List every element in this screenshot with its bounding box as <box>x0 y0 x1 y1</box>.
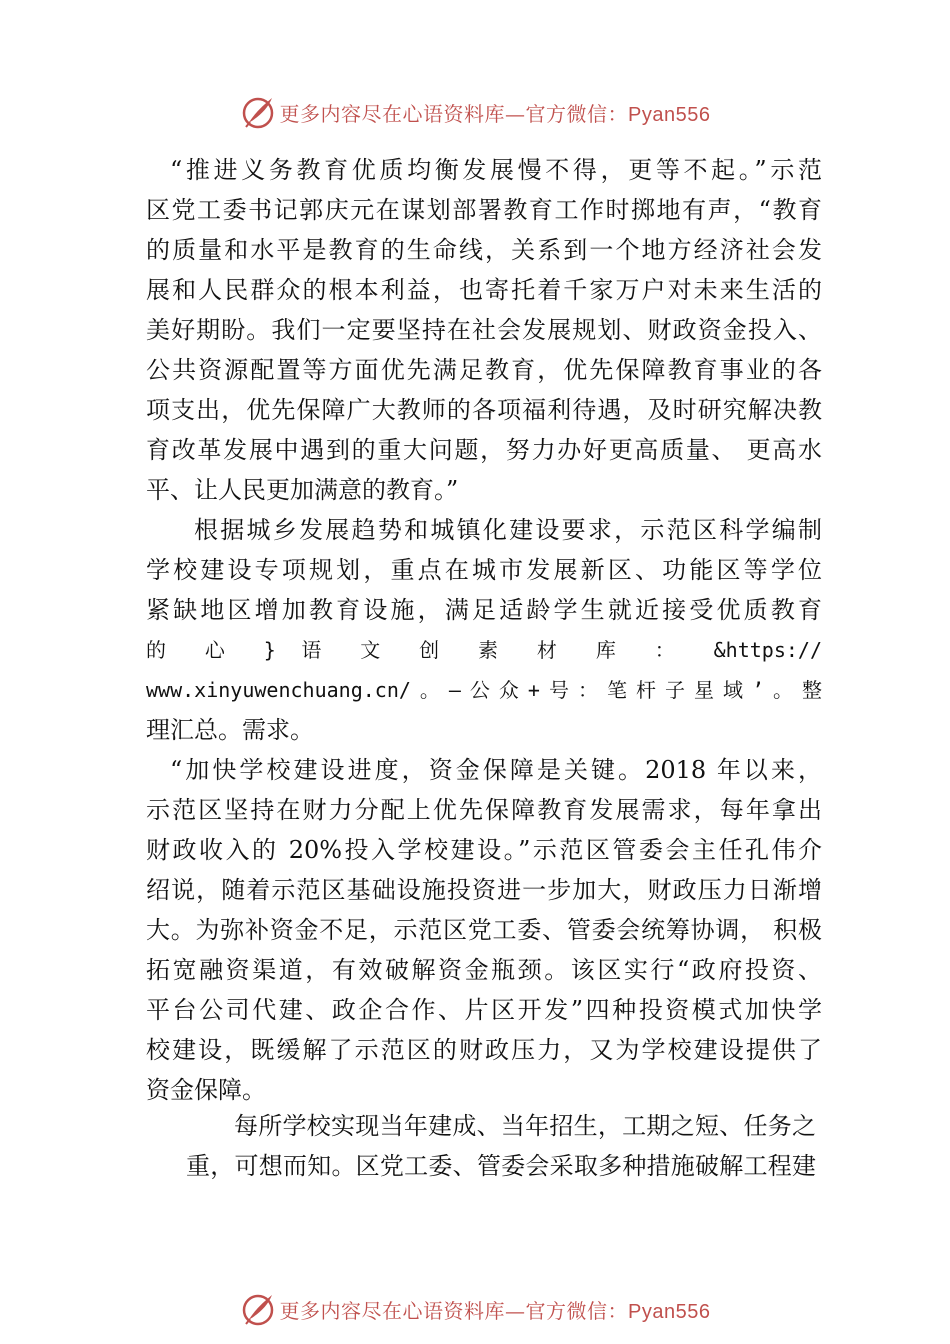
text-line: 校建设，既缓解了示范区的财政压力，又为学校建设提供了 <box>146 1036 822 1064</box>
text-line: 根据城乡发展趋势和城镇化建设要求，示范区科学编制 <box>194 516 822 544</box>
text-line: 平台公司代建、政企合作、片区开发”四种投资模式加快学 <box>146 996 822 1024</box>
text-line-source-url: www.xinyuwenchuang.cn/。—公众+号：笔杆子星域’。整 <box>146 678 822 702</box>
banner-text-wechat-id: Pyan556 <box>628 1300 711 1323</box>
text-line: 美好期盼。我们一定要坚持在社会发展规划、财政资金投入、 <box>146 316 822 344</box>
quill-logo-icon <box>240 1291 276 1327</box>
text-line: 项支出，优先保障广大教师的各项福利待遇，及时研究解决教 <box>146 396 822 424</box>
text-line: 学校建设专项规划，重点在城市发展新区、功能区等学位 <box>146 556 822 584</box>
text-line: 平、让人民更加满意的教育。” <box>146 476 459 504</box>
text-line: 绍说，随着示范区基础设施投资进一步加大，财政压力日渐增 <box>146 876 822 904</box>
text-line: 公共资源配置等方面优先满足教育，优先保障教育事业的各 <box>146 356 822 384</box>
text-line: 重，可想而知。区党工委、管委会采取多种措施破解工程建 <box>186 1152 816 1180</box>
text-line-source-note: 的 心 } 语 文 创 素 材 库 ： &https:// <box>146 638 822 662</box>
banner-text-wechat-id: Pyan556 <box>628 103 711 126</box>
text-line: 每所学校实现当年建成、当年招生，工期之短、任务之 <box>234 1112 816 1140</box>
text-line: 理汇总。需求。 <box>146 716 314 744</box>
paragraph-1 <box>146 150 822 510</box>
text-line: 大。为弥补资金不足，示范区党工委、管委会统筹协调， 积极 <box>146 916 822 944</box>
banner-text-cn: 更多内容尽在心语资料库—官方微信： <box>279 1298 629 1323</box>
text-line: 展和人民群众的根本利益，也寄托着千家万户对未来生活的 <box>146 276 822 304</box>
text-line: 财政收入的 20%投入学校建设。”示范区管委会主任孔伟介 <box>146 836 822 864</box>
banner-text-cn: 更多内容尽在心语资料库—官方微信： <box>279 101 629 126</box>
paragraph-2 <box>146 510 822 750</box>
header-banner <box>0 92 950 132</box>
paragraph-4 <box>186 1106 816 1186</box>
text-line: 拓宽融资渠道，有效破解资金瓶颈。该区实行“政府投资、 <box>146 956 822 984</box>
banner-text <box>280 98 711 127</box>
paragraph-3 <box>146 750 822 1110</box>
text-line: 资金保障。 <box>146 1076 266 1104</box>
text-line: 区党工委书记郭庆元在谋划部署教育工作时掷地有声，“教育 <box>146 196 822 224</box>
text-line: 育改革发展中遇到的重大问题，努力办好更高质量、 更高水 <box>146 436 822 464</box>
text-line: “加快学校建设进度，资金保障是关键。2018 年以来， <box>170 756 822 784</box>
article-body <box>146 150 822 1110</box>
banner-text <box>280 1295 711 1324</box>
text-line: 的质量和水平是教育的生命线，关系到一个地方经济社会发 <box>146 236 822 264</box>
quill-logo-icon <box>240 94 276 130</box>
footer-banner <box>0 1289 950 1329</box>
text-line: 紧缺地区增加教育设施，满足适龄学生就近接受优质教育 <box>146 596 822 624</box>
text-line: 示范区坚持在财力分配上优先保障教育发展需求，每年拿出 <box>146 796 822 824</box>
text-line: “推进义务教育优质均衡发展慢不得，更等不起。”示范 <box>170 156 822 184</box>
